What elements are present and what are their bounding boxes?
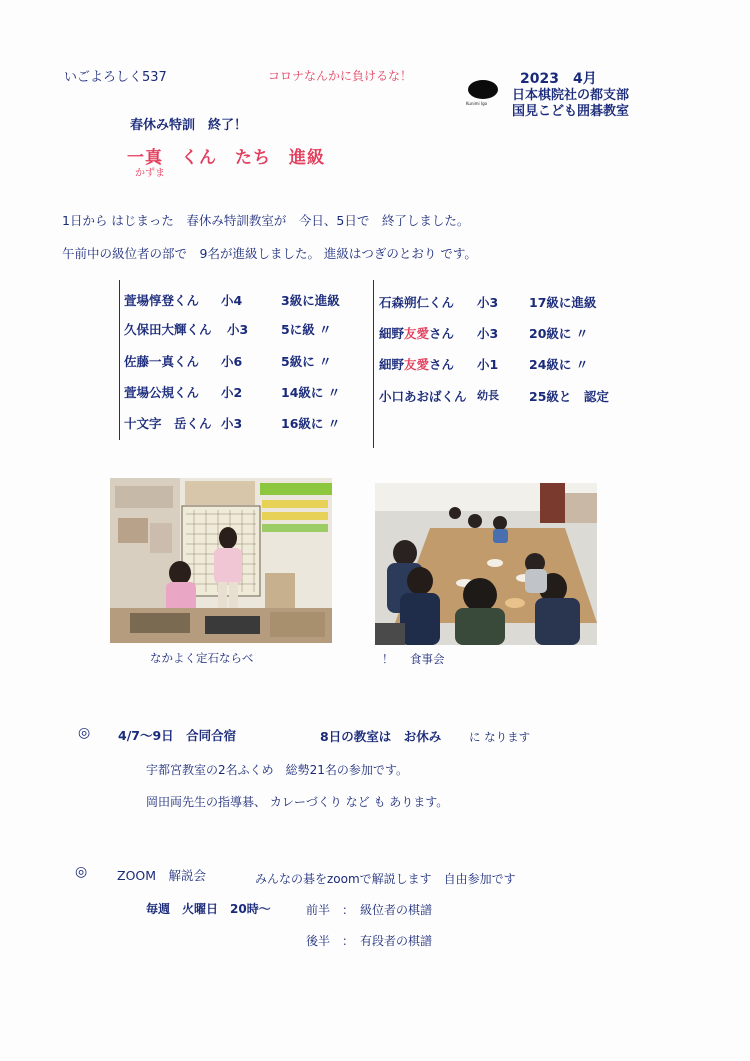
zoom-schedule: 毎週 火曜日 20時～ [146,902,271,916]
caption-meal: 食事会 [410,652,445,666]
student-name: 十文字 岳くん [124,416,212,431]
promotion-result: 25級と 認定 [529,389,609,404]
promotion-result: 17級に進級 [529,295,597,310]
student-name: 萱場惇登くん [124,293,200,308]
photo-meal [375,483,597,645]
intro-line-1: 1日から はじまった 春休み特訓教室が 今日、5日で 終了しました。 [62,213,470,228]
promotion-result: 20級に 〃 [529,326,589,341]
school-name: 国見こども囲碁教室 [512,104,630,119]
bullet-icon: ◎ [75,864,88,880]
issue-date: 2023 4月 [520,71,597,87]
name-part: 細野 [379,326,405,341]
camp-title: 4/7～9日 合同合宿 [118,728,237,743]
table-divider-middle [373,280,374,448]
camp-note: 8日の教室は お休み [320,729,442,744]
slogan: コロナなんかに負けるな！ [268,69,413,83]
promotion-result: 3級に進級 [281,293,340,308]
student-name: 佐藤一真くん [124,354,200,369]
student-name: 萱場公規くん [124,385,200,400]
zoom-title: ZOOM 解説会 [117,868,207,883]
newsletter-issue: いごよろしく537 [64,70,167,85]
student-name: 小口あおばくん [379,389,467,404]
camp-note-tail: に なります [469,730,531,744]
promotion-result: 5級に 〃 [281,354,332,369]
camp-line-2: 岡田両先生の指導碁、 カレーづくり など も あります。 [146,795,449,809]
name-part: さん [429,357,455,372]
student-grade: 小3 [477,295,499,310]
furigana: かずま [135,168,165,179]
student-grade: 小2 [221,385,243,400]
promotion-result: 5に級 〃 [281,322,332,337]
name-part: さん [429,326,455,341]
caption-mark: ！ [382,652,394,666]
student-grade: 小3 [221,416,243,431]
photo-joseki-illustration [110,478,332,643]
photo-joseki-practice [110,478,332,643]
student-grade: 小3 [477,326,499,341]
student-name: 石森朔仁くん [379,295,455,310]
camp-line-1: 宇都宮教室の2名ふくめ 総勢21名の参加です。 [146,763,408,777]
photo-meal-illustration [375,483,597,645]
promotion-result: 14級に 〃 [281,385,341,400]
zoom-second-half: 後半 ： 有段者の棋譜 [306,934,433,948]
zoom-first-half: 前半 ： 級位者の棋譜 [306,903,433,917]
article-subtitle: 春休み特訓 終了！ [130,118,248,133]
name-part: 細野 [379,357,405,372]
promotion-result: 16級に 〃 [281,416,341,431]
student-grade: 小3 [227,322,249,337]
student-grade: 小6 [221,354,243,369]
go-stone-icon [468,80,498,99]
promotion-result: 24級に 〃 [529,357,589,372]
student-grade: 幼長 [477,389,499,402]
name-part-highlight: 友愛 [404,357,430,372]
zoom-description: みんなの碁をzoomで解説します 自由参加です [255,872,516,886]
intro-line-2: 午前中の級位者の部で 9名が進級しました。 進級はつぎのとおり です。 [62,246,477,261]
name-part-highlight: 友愛 [404,326,430,341]
org-name: 日本棋院社の都支部 [512,88,630,103]
table-divider-left [119,280,120,440]
caption-joseki: なかよく定石ならべ [150,651,254,665]
student-name: 久保田大輝くん [124,322,212,337]
student-name [379,324,454,342]
student-grade: 小1 [477,357,499,372]
club-logo [466,80,500,110]
bullet-icon: ◎ [78,725,91,741]
student-name [379,355,454,373]
logo-text: Kunimi Igo [466,101,488,106]
student-grade: 小4 [221,293,243,308]
article-headline: 一真 くん たち 進級 [127,148,325,168]
